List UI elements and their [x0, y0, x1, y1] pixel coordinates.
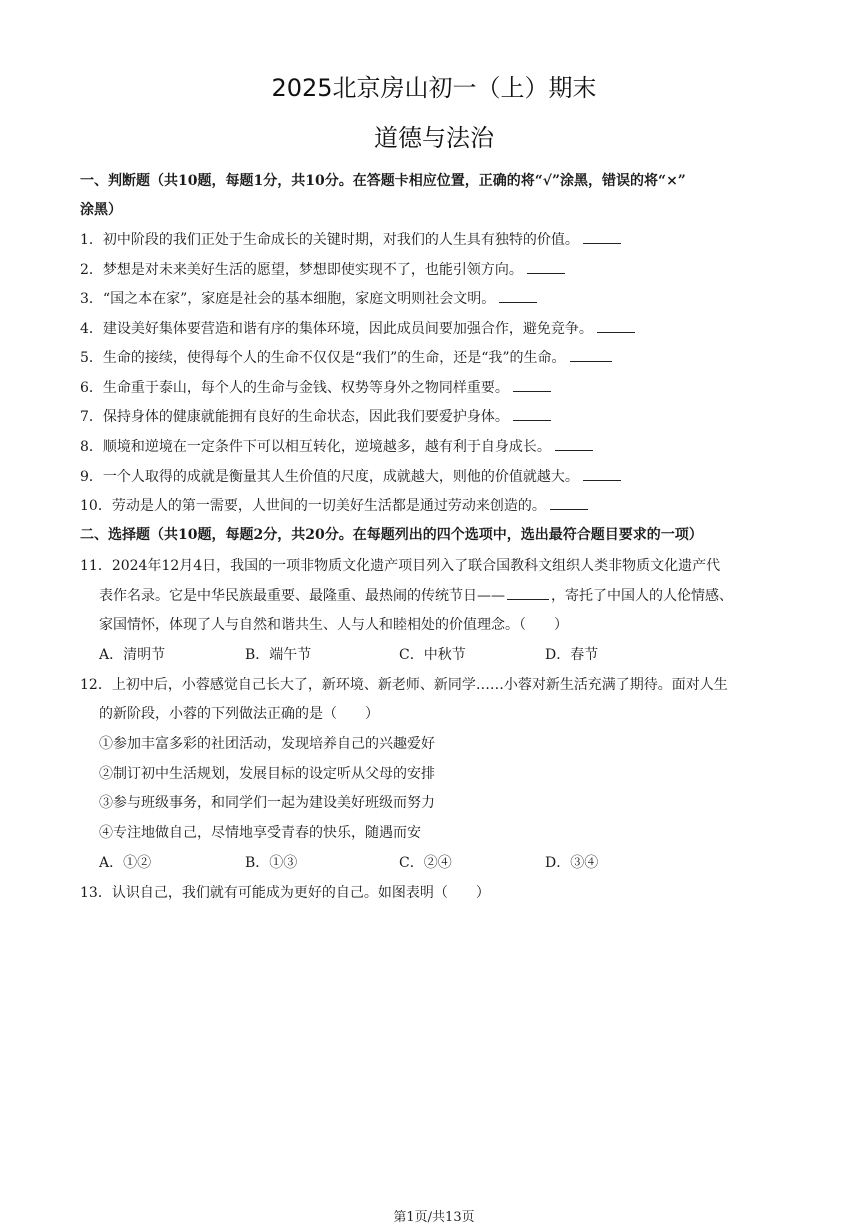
item-number: 10．	[80, 498, 112, 514]
q12-statement-1: ①参加丰富多彩的社团活动，发现培养自己的兴趣爱好	[99, 736, 435, 752]
exam-title: 2025北京房山初一（上）期末	[271, 74, 597, 102]
q12-option-b[interactable]: B．①③	[245, 855, 298, 871]
item-number: 7．	[80, 409, 103, 425]
q11-line2	[99, 585, 819, 606]
item-number: 2．	[80, 262, 103, 278]
item-number: 6．	[80, 380, 103, 396]
page-footer: 第1页/共13页	[393, 1210, 475, 1225]
judge-item-7	[80, 406, 800, 427]
answer-blank[interactable]	[527, 259, 565, 274]
item-number: 1．	[80, 232, 103, 248]
section2-heading: 二、选择题（共10题，每题2分，共20分。在每题列出的四个选项中，选出最符合题目要求的一项）	[80, 527, 703, 543]
item-text: 生命的接续，使得每个人的生命不仅仅是“我们”的生命，还是“我”的生命。	[102, 350, 566, 366]
answer-blank[interactable]	[513, 377, 551, 392]
item-text: 生命重于泰山，每个人的生命与金钱、权势等身外之物同样重要。	[102, 380, 509, 396]
judge-item-9	[80, 466, 800, 487]
judge-item-5	[80, 347, 800, 368]
item-number: 9．	[80, 469, 103, 485]
item-text: “国之本在家”，家庭是社会的基本细胞，家庭文明则社会文明。	[102, 291, 496, 307]
q12-option-c[interactable]: C．②④	[399, 855, 452, 871]
answer-blank[interactable]	[499, 288, 537, 303]
answer-blank[interactable]	[583, 466, 621, 481]
q11-line1: 11．2024年12月4日，我国的一项非物质文化遗产项目列入了联合国教科文组织人类非物质文化遗产代	[80, 558, 721, 574]
answer-blank[interactable]	[513, 406, 551, 421]
answer-blank[interactable]	[570, 347, 612, 362]
item-text: 初中阶段的我们正处于生命成长的关键时期，对我们的人生具有独特的价值。	[102, 232, 579, 248]
item-number: 4．	[80, 321, 103, 337]
answer-blank[interactable]	[555, 436, 593, 451]
answer-blank[interactable]	[597, 318, 635, 333]
q12-line2: 的新阶段，小蓉的下列做法正确的是（ ）	[99, 706, 379, 722]
item-text: 梦想是对未来美好生活的愿望，梦想即使实现不了，也能引领方向。	[102, 262, 523, 278]
q12-option-d[interactable]: D．③④	[545, 855, 599, 871]
q12-statement-2: ②制订初中生活规划，发展目标的设定听从父母的安排	[99, 766, 435, 782]
judge-item-6	[80, 377, 800, 398]
item-text: 一个人取得的成就是衡量其人生价值的尺度，成就越大，则他的价值就越大。	[102, 469, 579, 485]
item-number: 3．	[80, 291, 103, 307]
item-number: 8．	[80, 439, 103, 455]
answer-blank[interactable]	[583, 229, 621, 244]
exam-subject: 道德与法治	[374, 124, 494, 152]
judge-item-2	[80, 259, 800, 280]
section1-heading-line2: 涂黑）	[80, 202, 122, 218]
q12-option-a[interactable]: A．①②	[99, 855, 152, 871]
judge-item-10	[80, 495, 800, 516]
answer-blank[interactable]	[550, 495, 588, 510]
q11-option-d[interactable]: D．春节	[545, 647, 599, 663]
item-number: 5．	[80, 350, 103, 366]
item-text: 建设美好集体要营造和谐有序的集体环境，因此成员间要加强合作，避免竞争。	[102, 321, 593, 337]
section1-heading-line1: 一、判断题（共10题，每题1分，共10分。在答题卡相应位置，正确的将“√”涂黑，错误的将“×”	[80, 173, 686, 189]
q12-statement-3: ③参与班级事务，和同学们一起为建设美好班级而努力	[99, 795, 435, 811]
item-text: 劳动是人的第一需要，人世间的一切美好生活都是通过劳动来创造的。	[111, 498, 546, 514]
q11-fill-blank[interactable]	[507, 585, 549, 600]
q11-option-b[interactable]: B．端午节	[245, 647, 312, 663]
item-text: 顺境和逆境在一定条件下可以相互转化，逆境越多，越有利于自身成长。	[102, 439, 551, 455]
q11-line2-end: ，寄托了中国人的人伦情感、	[551, 588, 733, 604]
q12-line1: 12．上初中后，小蓉感觉自己长大了，新环境、新老师、新同学……小蓉对新生活充满了期待。面对人生	[80, 677, 728, 693]
q12-options	[99, 853, 799, 873]
q11-option-a[interactable]: A．清明节	[99, 647, 166, 663]
judge-item-4	[80, 318, 800, 339]
q13-line1: 13．认识自己，我们就有可能成为更好的自己。如图表明（ ）	[80, 885, 490, 901]
judge-item-8	[80, 436, 800, 457]
section1-heading	[80, 167, 795, 225]
q11-option-c[interactable]: C．中秋节	[399, 647, 466, 663]
judge-item-3	[80, 288, 800, 309]
q11-line3: 家国情怀，体现了人与自然和谐共生、人与人和睦相处的价值理念。（ ）	[99, 617, 568, 633]
q11-options	[99, 645, 799, 665]
q11-line2-start: 表作名录。它是中华民族最重要、最隆重、最热闹的传统节日——	[99, 588, 505, 604]
judge-item-1	[80, 229, 800, 250]
q12-statement-4: ④专注地做自己，尽情地享受青春的快乐，随遇而安	[99, 825, 421, 841]
item-text: 保持身体的健康就能拥有良好的生命状态，因此我们要爱护身体。	[102, 409, 509, 425]
